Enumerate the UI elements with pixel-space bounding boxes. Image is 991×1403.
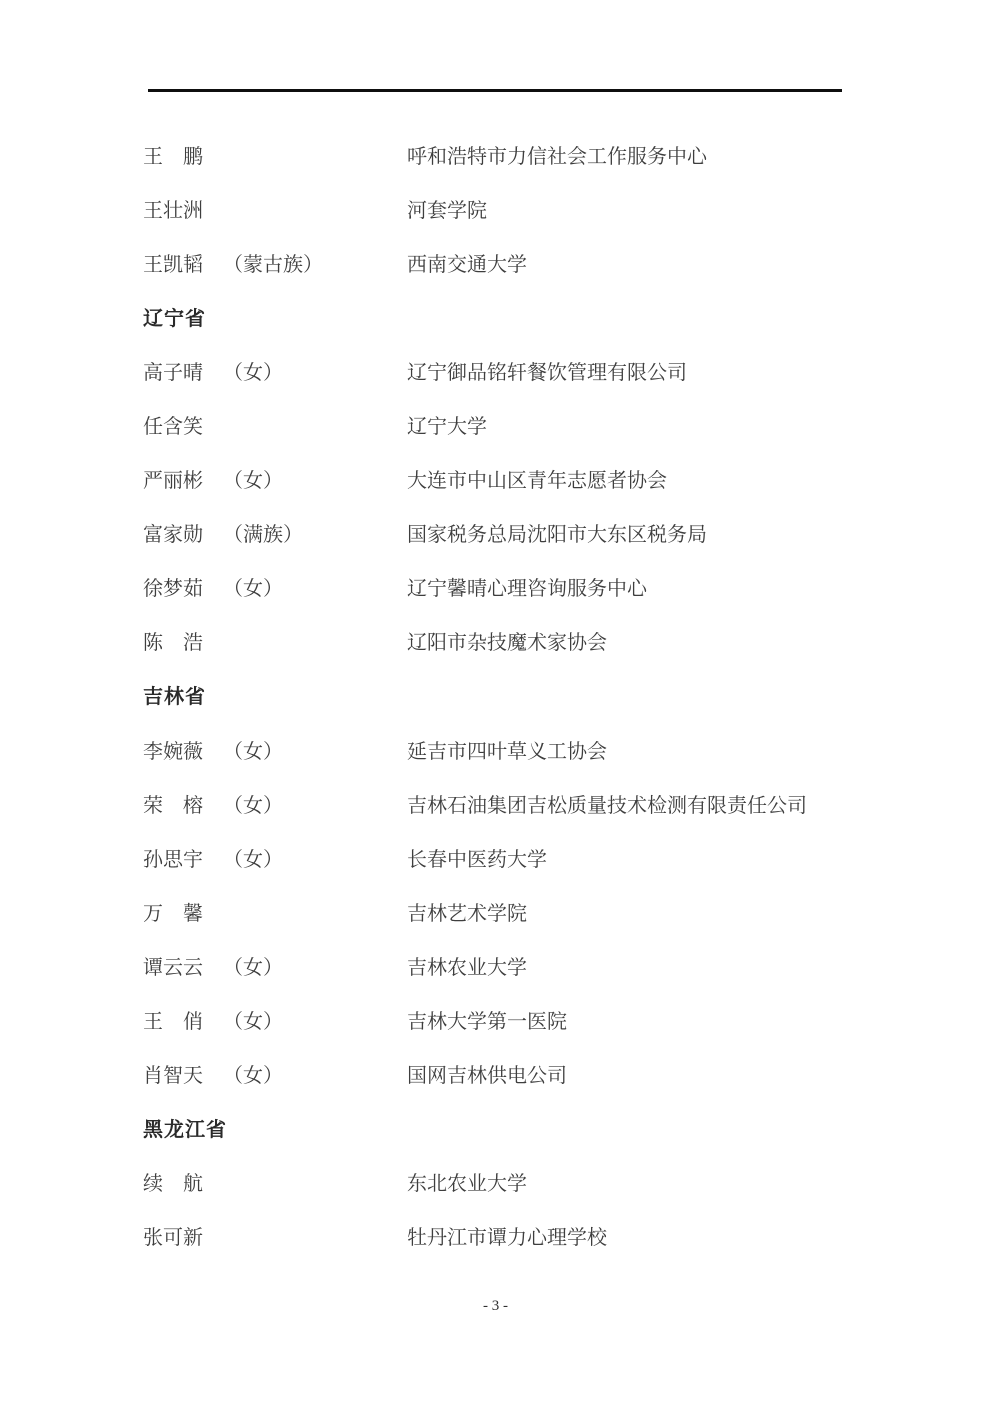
awardee-note: （女） — [223, 740, 283, 763]
awardee-name: 万 馨 — [143, 902, 203, 925]
awardee-note: （女） — [223, 470, 283, 493]
awardee-note: （女） — [223, 848, 283, 871]
awardee-row — [0, 614, 991, 668]
awardee-organization: 辽宁大学 — [407, 416, 487, 439]
province-header — [0, 1101, 991, 1155]
awardee-row — [0, 506, 991, 560]
page-number: - 3 - — [483, 1298, 508, 1314]
awardee-organization: 吉林农业大学 — [407, 956, 527, 979]
awardee-row — [0, 235, 991, 289]
awardee-organization: 河套学院 — [407, 199, 487, 222]
awardee-note: （女） — [223, 1011, 283, 1034]
awardee-note: （满族） — [223, 524, 303, 547]
awardee-name: 荣 榕 — [143, 794, 203, 817]
awardee-name: 王壮洲 — [143, 199, 203, 222]
awardee-organization: 辽宁御品铭轩餐饮管理有限公司 — [407, 361, 687, 384]
awardee-organization: 吉林艺术学院 — [407, 902, 527, 925]
province-header — [0, 289, 991, 343]
awardee-name: 王 鹏 — [143, 145, 203, 168]
awardee-note: （女） — [223, 578, 283, 601]
awardee-organization: 大连市中山区青年志愿者协会 — [407, 470, 667, 493]
awardee-name: 肖智天 — [143, 1065, 203, 1088]
awardee-organization: 延吉市四叶草义工协会 — [407, 740, 607, 763]
awardee-name: 徐梦茹 — [143, 578, 203, 601]
awardee-name: 富家勋 — [143, 524, 203, 547]
awardee-name: 李婉薇 — [143, 740, 203, 763]
awardee-organization: 吉林大学第一医院 — [407, 1011, 567, 1034]
awardee-row — [0, 938, 991, 992]
awardee-name: 谭云云 — [143, 956, 203, 979]
awardee-organization: 国家税务总局沈阳市大东区税务局 — [407, 524, 707, 547]
awardee-row — [0, 560, 991, 614]
awardee-row — [0, 830, 991, 884]
awardee-row — [0, 1209, 991, 1263]
awardee-row — [0, 181, 991, 235]
awardee-name: 张可新 — [143, 1227, 203, 1250]
awardee-row — [0, 452, 991, 506]
awardee-name: 王 俏 — [143, 1011, 203, 1034]
awardee-organization: 牡丹江市谭力心理学校 — [407, 1227, 607, 1250]
awardee-note: （蒙古族） — [223, 253, 323, 276]
awardee-note: （女） — [223, 794, 283, 817]
awardee-name: 王凯韬 — [143, 253, 203, 276]
awardee-organization: 西南交通大学 — [407, 253, 527, 276]
awardee-row — [0, 884, 991, 938]
awardee-organization: 国网吉林供电公司 — [407, 1065, 567, 1088]
awardee-note: （女） — [223, 361, 283, 384]
awardee-organization: 吉林石油集团吉松质量技术检测有限责任公司 — [407, 794, 807, 817]
province-label: 吉林省 — [143, 686, 206, 709]
awardee-organization: 呼和浩特市力信社会工作服务中心 — [407, 145, 707, 168]
awardee-organization: 辽宁馨晴心理咨询服务中心 — [407, 578, 647, 601]
header-rule — [148, 89, 842, 92]
awardee-organization: 辽阳市杂技魔术家协会 — [407, 632, 607, 655]
awardee-organization: 东北农业大学 — [407, 1173, 527, 1196]
awardee-name: 陈 浩 — [143, 632, 203, 655]
awardee-row — [0, 776, 991, 830]
awardee-note: （女） — [223, 956, 283, 979]
province-header — [0, 668, 991, 722]
awardee-organization: 长春中医药大学 — [407, 848, 547, 871]
province-label: 黑龙江省 — [143, 1119, 227, 1142]
awardee-name: 续 航 — [143, 1173, 203, 1196]
awardee-row — [0, 343, 991, 397]
awardee-row — [0, 993, 991, 1047]
awardee-row — [0, 127, 991, 181]
awardee-name: 严丽彬 — [143, 470, 203, 493]
awardee-name: 高子晴 — [143, 361, 203, 384]
awardee-row — [0, 1155, 991, 1209]
awardee-row — [0, 722, 991, 776]
awardee-name: 孙思宇 — [143, 848, 203, 871]
awardee-row — [0, 397, 991, 451]
province-label: 辽宁省 — [143, 307, 206, 330]
awardee-row — [0, 1047, 991, 1101]
awardee-name: 任含笑 — [143, 416, 203, 439]
awardee-note: （女） — [223, 1065, 283, 1088]
awardee-list — [0, 127, 991, 1263]
